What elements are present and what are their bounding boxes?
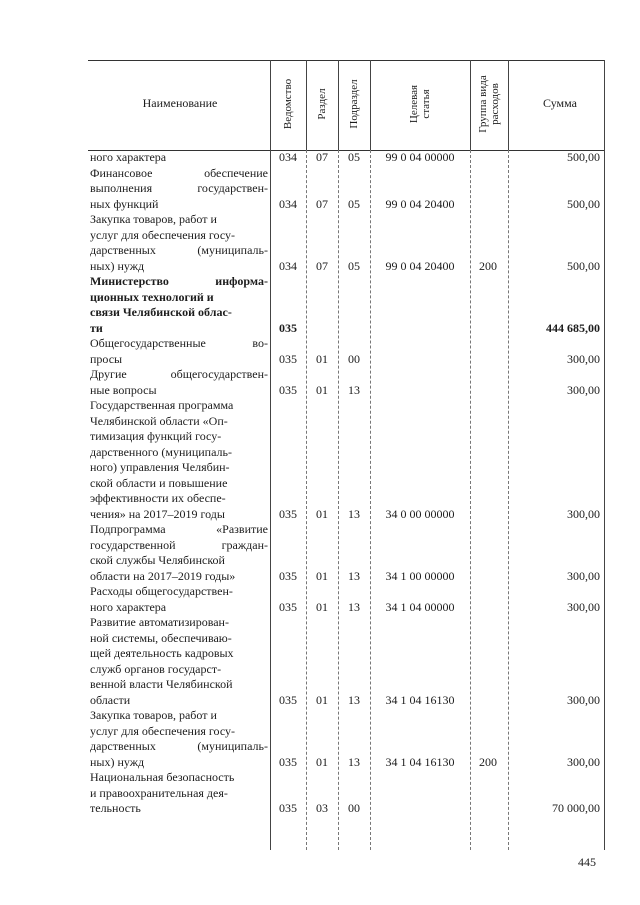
name-line — [90, 445, 268, 461]
name-line — [90, 166, 268, 182]
name-text: общегосударствен- — [170, 367, 268, 381]
target-article-cell: 34 1 00 00000 — [385, 568, 455, 583]
sum-cell: 500,00 — [567, 196, 600, 211]
name-text: ной системы, обеспечиваю- — [90, 630, 232, 645]
name-text: услуг для обеспечения госу- — [90, 227, 236, 242]
name-line — [90, 538, 268, 554]
name-line — [90, 429, 268, 445]
name-line — [90, 414, 268, 430]
name-text: (муниципаль- — [197, 243, 268, 257]
name-text: ционных технологий и — [90, 289, 214, 304]
column-divider — [270, 60, 271, 850]
name-text: дарственных — [90, 243, 156, 257]
column-divider — [370, 60, 371, 150]
name-line — [90, 584, 268, 600]
department-cell: 035 — [279, 801, 297, 815]
name-line — [90, 646, 268, 662]
sum-cell: 500,00 — [567, 150, 600, 164]
name-line — [90, 352, 268, 368]
department-cell: 035 — [279, 599, 297, 614]
sum-cell: 300,00 — [567, 506, 600, 521]
column-header-expense-group: Группа вида расходов — [477, 75, 501, 133]
name-line — [90, 228, 268, 244]
name-line — [90, 739, 268, 755]
sum-cell: 300,00 — [567, 382, 600, 397]
department-cell: 034 — [279, 196, 297, 211]
page-number: 445 — [578, 855, 596, 869]
name-line — [90, 290, 268, 306]
name-text: ного характера — [90, 150, 167, 164]
name-text: тимизация функций госу- — [90, 429, 222, 443]
target-article-cell: 99 0 04 20400 — [385, 258, 455, 273]
expense-group-cell: 200 — [479, 754, 497, 769]
name-line — [90, 181, 268, 197]
subsection-cell: 13 — [348, 754, 360, 769]
name-text: Закупка товаров, работ и — [90, 708, 217, 722]
column-divider — [306, 60, 307, 150]
name-text: ных) нужд — [90, 754, 145, 769]
target-article-cell: 34 1 04 16130 — [385, 754, 455, 769]
name-line — [90, 522, 268, 538]
name-text: чения» на 2017–2019 годы — [90, 506, 225, 521]
name-text: Государственная программа — [90, 398, 234, 412]
name-line — [90, 259, 268, 275]
department-cell: 035 — [279, 382, 297, 397]
section-cell: 07 — [316, 150, 328, 164]
name-text: Национальная безопасность — [90, 770, 235, 784]
column-divider — [508, 150, 509, 850]
name-line — [90, 212, 268, 228]
name-text: служб органов государст- — [90, 661, 222, 676]
name-text: ской службы Челябинской — [90, 553, 225, 567]
name-text: ного) управления Челябин- — [90, 460, 230, 474]
section-cell: 01 — [316, 506, 328, 521]
name-text: ных) нужд — [90, 258, 145, 273]
name-text: дарственных — [90, 739, 156, 753]
subsection-cell: 05 — [348, 258, 360, 273]
target-article-cell: 34 0 00 00000 — [385, 506, 455, 521]
subsection-cell: 13 — [348, 692, 360, 707]
section-cell: 01 — [316, 351, 328, 366]
name-text: Расходы общегосударствен- — [90, 584, 233, 598]
name-line — [90, 243, 268, 259]
name-text: государственной — [90, 537, 176, 552]
column-divider — [306, 150, 307, 850]
name-text: Финансовое — [90, 165, 153, 180]
name-line — [90, 569, 268, 585]
subsection-cell: 00 — [348, 351, 360, 366]
name-line — [90, 460, 268, 476]
name-line — [90, 770, 268, 786]
column-divider — [338, 150, 339, 850]
subsection-cell: 13 — [348, 599, 360, 614]
name-line — [90, 631, 268, 647]
table-top-rule — [88, 60, 604, 61]
name-text: «Развитие — [216, 522, 268, 536]
name-text: дарственного (муниципаль- — [90, 444, 232, 459]
name-line — [90, 491, 268, 507]
sum-cell: 300,00 — [567, 568, 600, 583]
name-line — [90, 321, 268, 337]
sum-cell: 500,00 — [567, 258, 600, 273]
section-cell: 01 — [316, 692, 328, 707]
name-line — [90, 553, 268, 569]
name-line — [90, 507, 268, 523]
name-text: области на 2017–2019 годы» — [90, 568, 236, 583]
name-text: Развитие автоматизирован- — [90, 615, 229, 629]
name-line — [90, 600, 268, 616]
name-text: тельность — [90, 801, 141, 815]
name-line — [90, 367, 268, 383]
name-text: ные вопросы — [90, 382, 157, 397]
name-text: ской области и повышение — [90, 475, 228, 490]
column-header-department: Ведомство — [282, 78, 294, 130]
name-text: щей деятельность кадровых — [90, 646, 234, 660]
sum-cell: 444 685,00 — [546, 320, 600, 335]
name-text: обеспечение — [204, 165, 268, 180]
column-header-subsection: Подраздел — [348, 79, 360, 129]
department-cell: 035 — [279, 754, 297, 769]
name-text: выполнения — [90, 181, 153, 195]
name-text: Другие — [90, 367, 127, 381]
name-text: (муниципаль- — [197, 739, 268, 753]
sum-cell: 300,00 — [567, 599, 600, 614]
name-text: венной власти Челябинской — [90, 677, 233, 691]
section-cell: 03 — [316, 801, 328, 815]
sum-cell: 70 000,00 — [552, 801, 600, 815]
sum-cell: 300,00 — [567, 351, 600, 366]
section-cell: 07 — [316, 196, 328, 211]
department-cell: 034 — [279, 150, 297, 164]
subsection-cell: 13 — [348, 568, 360, 583]
target-article-cell: 99 0 04 00000 — [385, 150, 455, 164]
subsection-cell: 13 — [348, 382, 360, 397]
name-line — [90, 336, 268, 352]
expense-group-cell: 200 — [479, 258, 497, 273]
column-divider — [604, 60, 605, 850]
column-divider — [370, 150, 371, 850]
name-line — [90, 274, 268, 290]
column-divider — [470, 60, 471, 150]
column-header-sum: Сумма — [543, 96, 577, 110]
name-line — [90, 786, 268, 802]
name-line — [90, 801, 268, 817]
name-text: граждан- — [221, 537, 268, 552]
section-cell: 01 — [316, 754, 328, 769]
column-divider — [470, 150, 471, 850]
name-text: информа- — [215, 274, 268, 288]
target-article-cell: 99 0 04 20400 — [385, 196, 455, 211]
name-text: Челябинской области «Оп- — [90, 413, 228, 428]
target-article-cell: 34 1 04 16130 — [385, 692, 455, 707]
name-text: области — [90, 692, 131, 707]
department-cell: 035 — [279, 692, 297, 707]
section-cell: 01 — [316, 599, 328, 614]
name-column — [90, 150, 268, 817]
name-text: ти — [90, 320, 103, 335]
name-line — [90, 755, 268, 771]
name-line — [90, 383, 268, 399]
name-line — [90, 677, 268, 693]
column-divider — [508, 60, 509, 150]
section-cell: 01 — [316, 568, 328, 583]
name-text: Подпрограмма — [90, 522, 166, 536]
section-cell: 01 — [316, 382, 328, 397]
department-cell: 034 — [279, 258, 297, 273]
name-line — [90, 615, 268, 631]
name-text: Министерство — [90, 274, 169, 288]
column-header-name: Наименование — [142, 96, 218, 110]
name-text: и правоохранительная дея- — [90, 785, 228, 800]
department-cell: 035 — [279, 351, 297, 366]
subsection-cell: 05 — [348, 196, 360, 211]
name-line — [90, 398, 268, 414]
column-header-section: Раздел — [316, 88, 328, 120]
department-cell: 035 — [279, 320, 297, 335]
name-line — [90, 476, 268, 492]
name-line — [90, 693, 268, 709]
name-line — [90, 662, 268, 678]
name-text: связи Челябинской облас- — [90, 305, 232, 319]
name-text: услуг для обеспечения госу- — [90, 723, 236, 738]
name-line — [90, 197, 268, 213]
name-text: ного характера — [90, 599, 167, 614]
subsection-cell: 13 — [348, 506, 360, 521]
name-text: эффективности их обеспе- — [90, 491, 226, 505]
name-text: ных функций — [90, 196, 159, 211]
name-line — [90, 708, 268, 724]
department-cell: 035 — [279, 506, 297, 521]
department-cell: 035 — [279, 568, 297, 583]
name-line — [90, 150, 268, 166]
subsection-cell: 05 — [348, 150, 360, 164]
name-line — [90, 724, 268, 740]
name-text: Закупка товаров, работ и — [90, 212, 217, 226]
name-line — [90, 305, 268, 321]
sum-cell: 300,00 — [567, 692, 600, 707]
name-text: просы — [90, 351, 123, 366]
section-cell: 07 — [316, 258, 328, 273]
column-header-target-article: Целевая статья — [408, 84, 432, 124]
name-text: государствен- — [197, 181, 268, 195]
column-divider — [338, 60, 339, 150]
name-text: Общегосударственные — [90, 336, 206, 350]
subsection-cell: 00 — [348, 801, 360, 815]
sum-cell: 300,00 — [567, 754, 600, 769]
name-text: во- — [252, 336, 268, 350]
target-article-cell: 34 1 04 00000 — [385, 599, 455, 614]
